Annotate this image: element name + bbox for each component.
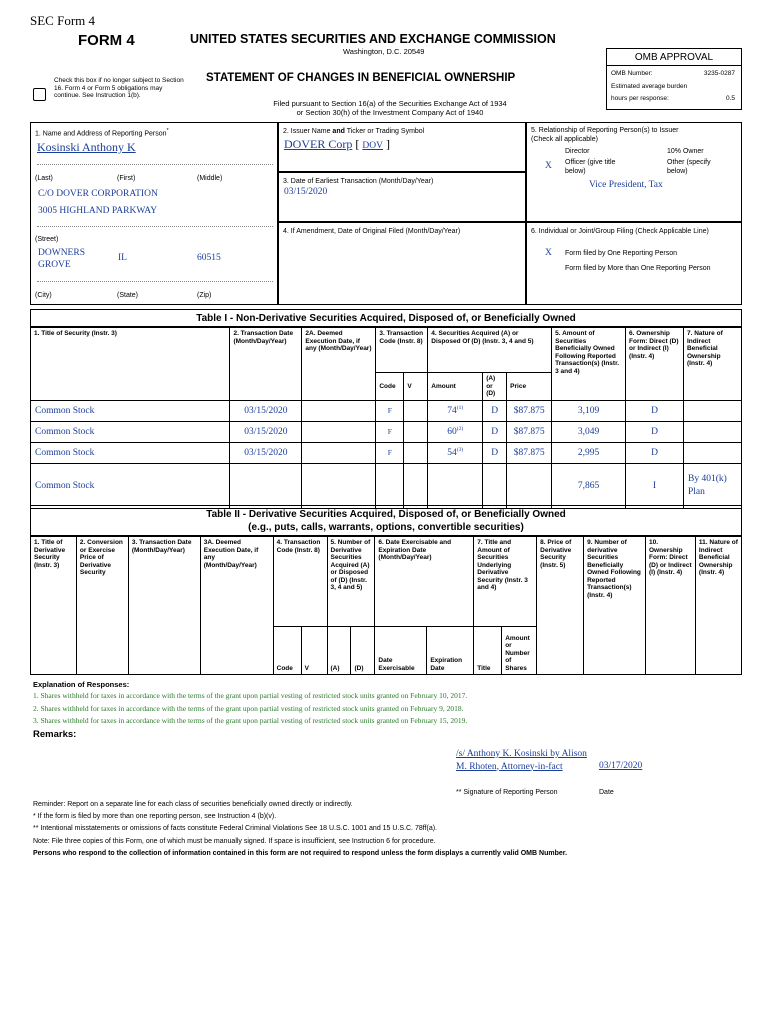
city-underline: [37, 281, 273, 282]
box-filing-type: [526, 222, 742, 305]
t1-cell-v: [404, 463, 428, 508]
t1-cell-date: 03/15/2020: [230, 400, 302, 421]
signature-label: ** Signature of Reporting Person: [456, 789, 558, 796]
other-option: Other (specify below): [667, 159, 711, 175]
t1-cell-price: [507, 463, 552, 508]
one-person-mark: X: [545, 248, 552, 258]
t1-header-code: 3. Transaction Code (Instr. 8): [376, 328, 428, 373]
t1-cell-price: $87.875: [507, 421, 552, 442]
section-16-checkbox[interactable]: [33, 88, 46, 101]
t1-cell-code: F: [376, 400, 404, 421]
omb-note: Persons who respond to the collection of information contained in this form are not required to respond unless the form displays a currently valid OMB Number.: [33, 850, 568, 857]
t1-cell-deemed: [302, 421, 376, 442]
t1-subheader-code: Code: [376, 373, 404, 401]
t1-header-amount-owned: 5. Amount of Securities Beneficially Owned Following Reported Transaction(s) (Instr. 3 and 4): [552, 328, 626, 401]
t1-cell-form: D: [626, 442, 684, 463]
filed-line-1: Filed pursuant to Section 16(a) of the Securities Exchange Act of 1934: [273, 99, 507, 108]
t1-cell-deemed: [302, 442, 376, 463]
zip-value: 60515: [197, 253, 221, 263]
omb-number-label: OMB Number:: [611, 70, 653, 77]
table-row: [31, 463, 742, 508]
t2-subheader-a: (A): [327, 627, 351, 675]
first-label: (First): [117, 175, 136, 182]
t2-header-nature: 11. Nature of Indirect Beneficial Ownership (Instr. 4): [695, 537, 741, 675]
signature-date: 03/17/2020: [599, 761, 643, 771]
t2-header-price: 8. Price of Derivative Security (Instr. 5): [537, 537, 584, 675]
table1-title: Table I - Non-Derivative Securities Acquired, Disposed of, or Beneficially Owned: [30, 309, 742, 327]
checkbox-label: Check this box if no longer subject to Section 16. Form 4 or Form 5 obligations may continue. See Instruction 1(b).: [54, 77, 184, 99]
t2-subheader-code: Code: [273, 627, 301, 675]
misstatement-note: ** Intentional misstatements or omissions of facts constitute Federal Criminal Violations See 18 U.S.C. 1001 and 15 U.S.C. 78ff(a).: [33, 825, 437, 832]
officer-option: Officer (give title below): [565, 159, 616, 175]
t2-header-exercisable: 6. Date Exercisable and Expiration Date (Month/Day/Year): [375, 537, 474, 627]
t1-cell-form: D: [626, 400, 684, 421]
t1-cell-code: F: [376, 442, 404, 463]
street-label: (Street): [35, 236, 59, 243]
table-row: [31, 442, 742, 463]
t1-cell-form: I: [626, 463, 684, 508]
t1-cell-owned: 7,865: [552, 463, 626, 508]
t1-cell-v: [404, 400, 428, 421]
one-person-option: Form filed by One Reporting Person: [565, 250, 678, 257]
t1-cell-code: [376, 463, 404, 508]
t1-cell-amount: 54$^{(3)}$: [428, 442, 483, 463]
form-title: FORM 4: [78, 32, 135, 49]
t1-cell-price: $87.875: [507, 400, 552, 421]
t1-cell-deemed: [302, 463, 376, 508]
t1-cell-code: F: [376, 421, 404, 442]
t1-cell-nature: [683, 400, 741, 421]
omb-hours-label: hours per response:: [611, 95, 669, 102]
t1-header-ownership: 6. Ownership Form: Direct (D) or Indirect (I) (Instr. 4): [626, 328, 684, 401]
t2-header-number: 5. Number of Derivative Securities Acquired (A) or Disposed of (D) (Instr. 3, 4 and 5): [327, 537, 375, 627]
box5-sublabel: (Check all applicable): [531, 136, 598, 143]
t2-header-conversion: 2. Conversion or Exercise Price of Derivative Security: [76, 537, 128, 675]
t1-header-date: 2. Transaction Date (Month/Day/Year): [230, 328, 302, 401]
state-value: IL: [118, 253, 127, 263]
box5-label: 5. Relationship of Reporting Person(s) to Issuer: [531, 127, 679, 134]
t1-subheader-price: Price: [507, 373, 552, 401]
omb-number-value: 3235-0287: [703, 70, 735, 77]
officer-title: Vice President, Tax: [589, 180, 663, 190]
t1-cell-title: Common Stock: [31, 442, 230, 463]
ticker-link[interactable]: DOV: [362, 141, 383, 151]
t1-cell-nature: By 401(k) Plan: [683, 463, 741, 508]
t1-cell-ad: D: [483, 400, 507, 421]
t1-cell-title: Common Stock: [31, 421, 230, 442]
t2-header-title: 1. Title of Derivative Security (Instr. 3): [31, 537, 77, 675]
table2-title-line1: Table II - Derivative Securities Acquired, Disposed of, or Beneficially Owned: [206, 509, 566, 520]
t1-cell-ad: [483, 463, 507, 508]
t1-cell-owned: 3,049: [552, 421, 626, 442]
box-amendment: [278, 222, 526, 305]
box1-label: 1. Name and Address of Reporting Person*: [35, 128, 169, 138]
t1-cell-deemed: [302, 400, 376, 421]
t1-header-deemed: 2A. Deemed Execution Date, if any (Month/Day/Year): [302, 328, 376, 401]
t1-header-securities: 4. Securities Acquired (A) or Disposed Of (D) (Instr. 3, 4 and 5): [428, 328, 552, 373]
issuer-name-link[interactable]: DOVER Corp: [284, 137, 353, 151]
officer-mark: X: [545, 161, 552, 171]
more-persons-option: Form filed by More than One Reporting Person: [565, 265, 711, 272]
t1-cell-owned: 2,995: [552, 442, 626, 463]
omb-approval-box: [606, 48, 742, 110]
issuer-row: DOVER Corp [ DOV ]: [284, 137, 390, 151]
t1-header-nature: 7. Nature of Indirect Beneficial Ownership (Instr. 4): [683, 328, 741, 401]
table2: [30, 536, 742, 675]
box3-label: 3. Date of Earliest Transaction (Month/Day/Year): [283, 178, 434, 185]
t2-subheader-amount: Amount or Number of Shares: [502, 627, 537, 675]
footnote-2: 2. Shares withheld for taxes in accordance with the terms of the grant upon partial vesting of restricted stock units granted on February 9, 2018.: [33, 704, 464, 713]
middle-label: (Middle): [197, 175, 223, 182]
city-label: (City): [35, 292, 52, 299]
t1-cell-amount: [428, 463, 483, 508]
reminder-note: Reminder: Report on a separate line for each class of securities beneficially owned directly or indirectly.: [33, 801, 353, 808]
t1-cell-amount: 60$^{(2)}$: [428, 421, 483, 442]
box4-label: 4. If Amendment, Date of Original Filed (Month/Day/Year): [283, 228, 461, 235]
address-line-2: 3005 HIGHLAND PARKWAY: [38, 206, 158, 216]
earliest-transaction-date: 03/15/2020: [284, 187, 328, 197]
table-row: [31, 400, 742, 421]
t2-subheader-d: (D): [351, 627, 375, 675]
t1-cell-title: Common Stock: [31, 463, 230, 508]
sec-form-label: SEC Form 4: [30, 13, 96, 28]
omb-hours-value: 0.5: [725, 95, 735, 102]
t2-subheader-title: Title: [474, 627, 502, 675]
address-underline: [37, 226, 273, 227]
omb-number-row: [611, 70, 739, 77]
reporting-person-name-link[interactable]: Kosinski Anthony K: [37, 140, 136, 154]
footnote-3: 3. Shares withheld for taxes in accordance with the terms of the grant upon partial vesting of restricted stock units granted on February 15, 2019.: [33, 716, 468, 725]
t2-header-date: 3. Transaction Date (Month/Day/Year): [128, 537, 200, 675]
box-earliest-transaction: [278, 172, 526, 222]
director-option: Director: [565, 148, 590, 155]
box-relationship: [526, 122, 742, 222]
explanation-title: Explanation of Responses:: [33, 680, 130, 689]
t2-header-code: 4. Transaction Code (Instr. 8): [273, 537, 327, 627]
commission-title: UNITED STATES SECURITIES AND EXCHANGE COMMISSION: [190, 32, 556, 46]
date-label: Date: [599, 789, 614, 796]
t1-subheader-amount: Amount: [428, 373, 483, 401]
box-issuer: [278, 122, 526, 172]
remarks-title: Remarks:: [33, 729, 77, 740]
ten-pct-owner-option: 10% Owner: [667, 148, 704, 155]
zip-label: (Zip): [197, 292, 212, 299]
state-label: (State): [117, 292, 139, 299]
address-line-1: C/O DOVER CORPORATION: [38, 189, 158, 199]
t1-cell-nature: [683, 442, 741, 463]
t1-cell-title: Common Stock: [31, 400, 230, 421]
last-label: (Last): [35, 175, 53, 182]
t2-subheader-v: V: [301, 627, 327, 675]
t1-cell-date: [230, 463, 302, 508]
t1-cell-ad: D: [483, 442, 507, 463]
footnote-1: 1. Shares withheld for taxes in accordance with the terms of the grant upon partial vesting of restricted stock units granted on February 10, 2017.: [33, 691, 468, 700]
t2-header-owned: 9. Number of derivative Securities Beneficially Owned Following Reported Transaction(s) (Instr. 4): [584, 537, 646, 675]
t2-subheader-expiration: Expiration Date: [427, 627, 474, 675]
table2-title-line2: (e.g., puts, calls, warrants, options, convertible securities): [248, 521, 524, 533]
city-value: DOWNERS GROVE: [38, 248, 85, 270]
t2-header-ownership: 10. Ownership Form: Direct (D) or Indirect (I) (Instr. 4): [646, 537, 696, 675]
statement-title: STATEMENT OF CHANGES IN BENEFICIAL OWNERSHIP: [206, 72, 516, 84]
table-row: [31, 421, 742, 442]
omb-burden-row: [611, 83, 739, 90]
filed-line-2: or Section 30(h) of the Investment Company Act of 1940: [296, 108, 484, 117]
box6-label: 6. Individual or Joint/Group Filing (Check Applicable Line): [531, 228, 709, 235]
t1-cell-ad: D: [483, 421, 507, 442]
t2-subheader-exercisable: Date Exercisable: [375, 627, 427, 675]
box-reporting-person: [30, 122, 278, 305]
table2-title: [30, 505, 742, 536]
box2-label: 2. Issuer Name and Ticker or Trading Symbol: [283, 128, 425, 135]
t1-cell-form: D: [626, 421, 684, 442]
t2-header-deemed: 3A. Deemed Execution Date, if any (Month/Day/Year): [200, 537, 273, 675]
t1-cell-date: 03/15/2020: [230, 442, 302, 463]
t1-header-title: 1. Title of Security (Instr. 3): [31, 328, 230, 401]
t1-cell-v: [404, 421, 428, 442]
t1-cell-nature: [683, 421, 741, 442]
name-underline: [37, 164, 273, 165]
t2-header-underlying: 7. Title and Amount of Securities Underlying Derivative Security (Instr. 3 and 4): [474, 537, 537, 627]
t1-cell-owned: 3,109: [552, 400, 626, 421]
omb-hours-row: [611, 95, 739, 102]
omb-title: OMB APPROVAL: [607, 49, 741, 66]
instruction-note: * If the form is filed by more than one reporting person, see Instruction 4 (b)(v).: [33, 813, 277, 820]
t1-subheader-v: V: [404, 373, 428, 401]
t1-cell-amount: 74$^{(1)}$: [428, 400, 483, 421]
t1-cell-v: [404, 442, 428, 463]
t1-subheader-ad: (A) or (D): [483, 373, 507, 401]
t1-cell-price: $87.875: [507, 442, 552, 463]
commission-city: Washington, D.C. 20549: [343, 47, 425, 56]
file-copies-note: Note: File three copies of this Form, one of which must be manually signed. If space is insufficient, see Instruction 6 for procedure.: [33, 838, 436, 845]
t1-cell-date: 03/15/2020: [230, 421, 302, 442]
omb-burden-label: Estimated average burden: [611, 83, 688, 90]
signature-text: /s/ Anthony K. Kosinski by Alison M. Rhoten, Attorney-in-fact: [456, 749, 587, 772]
table1: [30, 327, 742, 509]
filed-pursuant-text: [240, 99, 540, 117]
